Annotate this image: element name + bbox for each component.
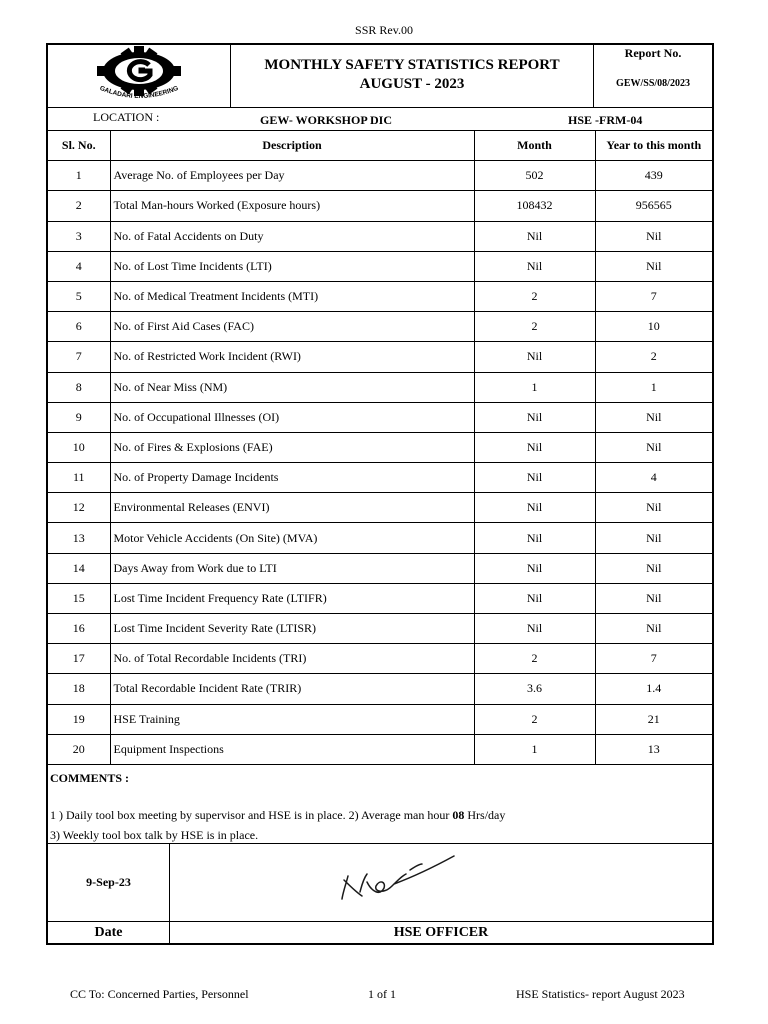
report-form — [46, 43, 714, 945]
table-row — [48, 221, 712, 251]
row-sl-no: 13 — [48, 523, 110, 553]
row-description: Total Recordable Incident Rate (TRIR) — [110, 674, 474, 704]
row-month-value: Nil — [474, 523, 595, 553]
table-row — [48, 161, 712, 191]
row-sl-no: 10 — [48, 432, 110, 462]
row-month-value: 1 — [474, 372, 595, 402]
row-month-value: 2 — [474, 644, 595, 674]
row-sl-no: 8 — [48, 372, 110, 402]
row-ytd-value: Nil — [595, 553, 712, 583]
table-row — [48, 463, 712, 493]
signoff-labels-row — [48, 922, 712, 943]
row-month-value: 2 — [474, 312, 595, 342]
table-row — [48, 674, 712, 704]
row-ytd-value: Nil — [595, 221, 712, 251]
signature-block — [48, 844, 712, 922]
row-ytd-value: 2 — [595, 342, 712, 372]
row-month-value: 108432 — [474, 191, 595, 221]
row-sl-no: 18 — [48, 674, 110, 704]
row-ytd-value: 7 — [595, 644, 712, 674]
row-ytd-value: 10 — [595, 312, 712, 342]
document-reference: HSE Statistics- report August 2023 — [516, 987, 685, 1001]
row-sl-no: 16 — [48, 614, 110, 644]
table-row — [48, 583, 712, 613]
hse-officer-label: HSE OFFICER — [393, 925, 489, 940]
row-sl-no: 19 — [48, 704, 110, 734]
table-row — [48, 372, 712, 402]
row-sl-no: 9 — [48, 402, 110, 432]
row-sl-no: 1 — [48, 161, 110, 191]
row-description: No. of Fatal Accidents on Duty — [110, 221, 474, 251]
row-month-value: Nil — [474, 342, 595, 372]
table-row — [48, 281, 712, 311]
company-logo — [48, 45, 231, 107]
row-ytd-value: Nil — [595, 402, 712, 432]
row-description: No. of Property Damage Incidents — [110, 463, 474, 493]
signature-area — [170, 844, 712, 921]
row-description: No. of Lost Time Incidents (LTI) — [110, 251, 474, 281]
row-description: No. of Fires & Explosions (FAE) — [110, 432, 474, 462]
revision-label: SSR Rev.00 — [355, 23, 413, 37]
row-ytd-value: Nil — [595, 493, 712, 523]
gear-logo-icon — [48, 45, 230, 107]
comment-line-1: 1 ) Daily tool box meeting by supervisor and HSE is in place. 2) Average man hour 08 Hrs/day — [50, 808, 506, 822]
row-month-value: Nil — [474, 583, 595, 613]
row-description: Days Away from Work due to LTI — [110, 553, 474, 583]
cc-line: CC To: Concerned Parties, Personnel — [70, 987, 249, 1001]
row-month-value: 3.6 — [474, 674, 595, 704]
comments-section — [48, 767, 712, 844]
row-description: Total Man-hours Worked (Exposure hours) — [110, 191, 474, 221]
row-ytd-value: Nil — [595, 583, 712, 613]
statistics-table — [48, 131, 712, 765]
col-header-month: Month — [474, 131, 595, 161]
row-description: Motor Vehicle Accidents (On Site) (MVA) — [110, 523, 474, 553]
row-ytd-value: 13 — [595, 734, 712, 764]
table-row — [48, 342, 712, 372]
table-row — [48, 523, 712, 553]
signoff-date-cell — [48, 844, 170, 921]
row-month-value: Nil — [474, 251, 595, 281]
row-description: No. of Total Recordable Incidents (TRI) — [110, 644, 474, 674]
page-number: 1 of 1 — [368, 987, 396, 1001]
report-period: AUGUST - 2023 — [359, 76, 465, 92]
row-sl-no: 11 — [48, 463, 110, 493]
row-ytd-value: 7 — [595, 281, 712, 311]
row-month-value: Nil — [474, 614, 595, 644]
table-row — [48, 251, 712, 281]
row-ytd-value: 21 — [595, 704, 712, 734]
table-header-row — [48, 131, 712, 161]
comments-heading: COMMENTS : — [50, 771, 129, 785]
report-title-cell — [231, 45, 594, 107]
col-header-year-to-month: Year to this month — [595, 131, 712, 161]
location-value: GEW- WORKSHOP DIC — [260, 113, 393, 127]
row-ytd-value: 1 — [595, 372, 712, 402]
table-row — [48, 312, 712, 342]
col-header-description: Description — [110, 131, 474, 161]
signoff-date: 9-Sep-23 — [86, 875, 131, 889]
report-title: MONTHLY SAFETY STATISTICS REPORT — [264, 57, 560, 73]
table-row — [48, 191, 712, 221]
row-ytd-value: Nil — [595, 251, 712, 281]
row-description: No. of First Aid Cases (FAC) — [110, 312, 474, 342]
row-description: No. of Near Miss (NM) — [110, 372, 474, 402]
table-row — [48, 432, 712, 462]
row-sl-no: 15 — [48, 583, 110, 613]
row-month-value: Nil — [474, 432, 595, 462]
row-description: No. of Restricted Work Incident (RWI) — [110, 342, 474, 372]
table-row — [48, 553, 712, 583]
location-label: LOCATION : — [93, 110, 160, 124]
table-row — [48, 402, 712, 432]
row-ytd-value: 956565 — [595, 191, 712, 221]
report-header — [48, 45, 712, 108]
col-header-sl-no: Sl. No. — [48, 131, 110, 161]
row-month-value: Nil — [474, 553, 595, 583]
table-row — [48, 704, 712, 734]
row-sl-no: 14 — [48, 553, 110, 583]
row-month-value: 502 — [474, 161, 595, 191]
row-description: Lost Time Incident Severity Rate (LTISR) — [110, 614, 474, 644]
row-description: Equipment Inspections — [110, 734, 474, 764]
report-number-label: Report No. — [624, 46, 682, 60]
table-row — [48, 493, 712, 523]
table-row — [48, 644, 712, 674]
row-ytd-value: 4 — [595, 463, 712, 493]
row-ytd-value: Nil — [595, 523, 712, 553]
row-sl-no: 2 — [48, 191, 110, 221]
row-sl-no: 20 — [48, 734, 110, 764]
row-month-value: Nil — [474, 463, 595, 493]
signature-icon — [170, 844, 712, 921]
report-number-cell — [594, 45, 712, 107]
row-sl-no: 6 — [48, 312, 110, 342]
row-sl-no: 3 — [48, 221, 110, 251]
row-sl-no: 4 — [48, 251, 110, 281]
row-month-value: 2 — [474, 281, 595, 311]
row-sl-no: 17 — [48, 644, 110, 674]
row-description: No. of Occupational Illnesses (OI) — [110, 402, 474, 432]
table-row — [48, 614, 712, 644]
row-month-value: 2 — [474, 704, 595, 734]
row-description: Environmental Releases (ENVI) — [110, 493, 474, 523]
row-ytd-value: 1.4 — [595, 674, 712, 704]
row-ytd-value: Nil — [595, 432, 712, 462]
row-sl-no: 7 — [48, 342, 110, 372]
location-row — [48, 108, 712, 131]
row-sl-no: 5 — [48, 281, 110, 311]
table-row — [48, 734, 712, 764]
row-month-value: Nil — [474, 221, 595, 251]
row-month-value: Nil — [474, 402, 595, 432]
row-sl-no: 12 — [48, 493, 110, 523]
form-number: HSE -FRM-04 — [568, 113, 643, 127]
row-description: Average No. of Employees per Day — [110, 161, 474, 191]
date-label: Date — [48, 922, 170, 943]
row-description: HSE Training — [110, 704, 474, 734]
svg-text:GALADARI ENGINEERING: GALADARI ENGINEERING — [98, 84, 180, 101]
comment-line-2: 3) Weekly tool box talk by HSE is in place. — [50, 828, 259, 842]
row-description: No. of Medical Treatment Incidents (MTI) — [110, 281, 474, 311]
report-number: GEW/SS/08/2023 — [616, 78, 690, 89]
row-month-value: Nil — [474, 493, 595, 523]
row-month-value: 1 — [474, 734, 595, 764]
row-description: Lost Time Incident Frequency Rate (LTIFR) — [110, 583, 474, 613]
row-ytd-value: Nil — [595, 614, 712, 644]
row-ytd-value: 439 — [595, 161, 712, 191]
